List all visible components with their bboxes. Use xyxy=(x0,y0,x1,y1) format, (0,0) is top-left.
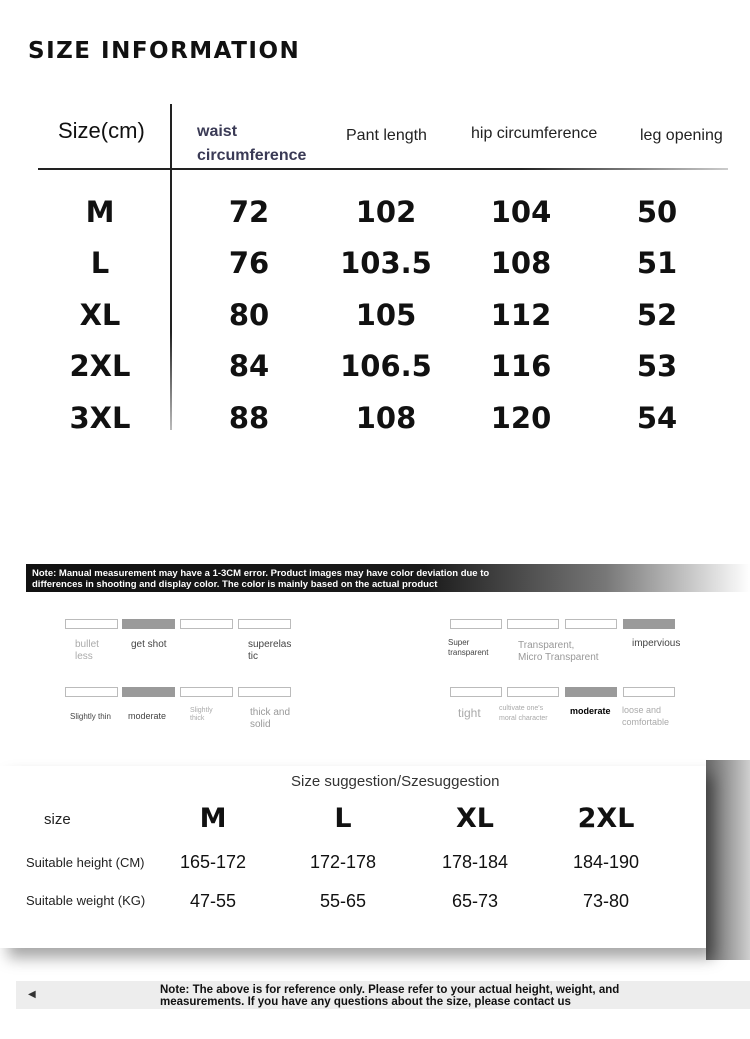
scale-segment xyxy=(238,619,291,629)
weight-label: Suitable weight (KG) xyxy=(26,893,146,908)
scale-label: tight xyxy=(458,706,481,720)
suggestion-size: M xyxy=(199,803,227,834)
scale-segment xyxy=(507,619,559,629)
measurement-note-line1: Note: Manual measurement may have a 1-3CM error. Product images may have color deviation due to xyxy=(32,568,490,579)
left-arrow-icon: ◀ xyxy=(28,989,36,1000)
bottom-note-line2: measurements. If you have any questions about the size, please contact us xyxy=(160,996,571,1008)
table-cell-length: 106.5 xyxy=(340,349,432,383)
table-cell-length: 103.5 xyxy=(340,246,432,280)
scale-label: impervious xyxy=(632,638,681,649)
table-cell-leg: 53 xyxy=(636,349,678,383)
scale-segment xyxy=(65,687,118,697)
table-cell-leg: 54 xyxy=(636,401,678,435)
height-label: Suitable height (CM) xyxy=(26,855,145,870)
table-cell-leg: 52 xyxy=(636,298,678,332)
scale-label: superelas tic xyxy=(248,639,292,662)
suggestion-weight: 47-55 xyxy=(189,891,237,911)
scale-segment xyxy=(507,687,559,697)
suggestion-size: 2XL xyxy=(577,803,635,834)
scale-segment xyxy=(450,619,502,629)
suggestion-height: 165-172 xyxy=(179,852,247,872)
bottom-note-line1: Note: The above is for reference only. Please refer to your actual height, weight, and xyxy=(160,984,620,996)
table-cell-length: 108 xyxy=(355,401,417,435)
scale-segment xyxy=(450,687,502,697)
table-cell-hip: 104 xyxy=(490,195,552,229)
scale-label: thick and solid xyxy=(250,707,291,730)
scale-label: loose and comfortable xyxy=(622,705,670,727)
header-waist-line2: circumference xyxy=(197,147,307,164)
table-cell-size: 3XL xyxy=(69,401,131,435)
table-cell-waist: 84 xyxy=(228,349,270,383)
table-cell-hip: 112 xyxy=(490,298,552,332)
scale-label: get shot xyxy=(131,639,167,650)
table-cell-leg: 50 xyxy=(636,195,678,229)
table-cell-size: XL xyxy=(79,298,121,332)
box-shadow xyxy=(706,760,750,960)
scale-label: moderate xyxy=(128,711,167,721)
scale-label: Transparent, Micro Transparent xyxy=(518,640,599,663)
table-cell-length: 102 xyxy=(355,195,417,229)
scale-segment xyxy=(180,687,233,697)
table-cell-waist: 76 xyxy=(228,246,270,280)
table-cell-size: 2XL xyxy=(69,349,131,383)
scale-label: Slightly thin xyxy=(70,712,111,721)
scale-segment-selected xyxy=(623,619,675,629)
scale-label: Slightly thick xyxy=(190,707,213,722)
suggestion-weight: 55-65 xyxy=(319,891,367,911)
header-waist xyxy=(197,120,306,168)
scale-segment xyxy=(180,619,233,629)
header-waist-line1: waist xyxy=(197,123,238,140)
suggestion-weight: 73-80 xyxy=(582,891,630,911)
scale-segment-selected xyxy=(565,687,617,697)
scale-label: cultivate one's moral character xyxy=(499,705,548,722)
suggestion-size-label: size xyxy=(44,811,71,828)
header-pant-length: Pant length xyxy=(346,127,427,144)
scale-segment xyxy=(238,687,291,697)
header-leg-opening: leg opening xyxy=(640,127,723,144)
table-cell-hip: 108 xyxy=(490,246,552,280)
table-cell-length: 105 xyxy=(355,298,417,332)
suggestion-weight: 65-73 xyxy=(451,891,499,911)
table-cell-hip: 120 xyxy=(490,401,552,435)
suggestion-height: 172-178 xyxy=(309,852,377,872)
suggestion-title: Size suggestion/Szesuggestion xyxy=(291,773,500,790)
table-vertical-divider xyxy=(170,104,172,430)
measurement-note xyxy=(26,564,750,592)
scale-label-selected: moderate xyxy=(570,706,611,716)
table-cell-size: M xyxy=(85,195,115,229)
scale-segment xyxy=(565,619,617,629)
suggestion-size: XL xyxy=(455,803,495,834)
page-title: SIZE INFORMATION xyxy=(28,38,301,64)
table-cell-size: L xyxy=(90,246,110,280)
table-cell-waist: 72 xyxy=(228,195,270,229)
suggestion-height: 178-184 xyxy=(441,852,509,872)
table-cell-hip: 116 xyxy=(490,349,552,383)
table-cell-waist: 88 xyxy=(228,401,270,435)
scale-segment-selected xyxy=(122,687,175,697)
scale-label: Super transparent xyxy=(448,638,489,657)
measurement-note-line2: differences in shooting and display color. The color is mainly based on the actual product xyxy=(32,579,438,590)
table-cell-leg: 51 xyxy=(636,246,678,280)
scale-segment xyxy=(65,619,118,629)
scale-segment xyxy=(623,687,675,697)
bottom-note xyxy=(160,984,700,1008)
table-cell-waist: 80 xyxy=(228,298,270,332)
suggestion-size: L xyxy=(334,803,352,834)
scale-segment-selected xyxy=(122,619,175,629)
header-hip: hip circumference xyxy=(471,125,598,142)
header-size: Size(cm) xyxy=(58,118,145,143)
table-header-divider xyxy=(38,168,728,170)
suggestion-height: 184-190 xyxy=(572,852,640,872)
scale-label: bullet less xyxy=(75,639,99,662)
